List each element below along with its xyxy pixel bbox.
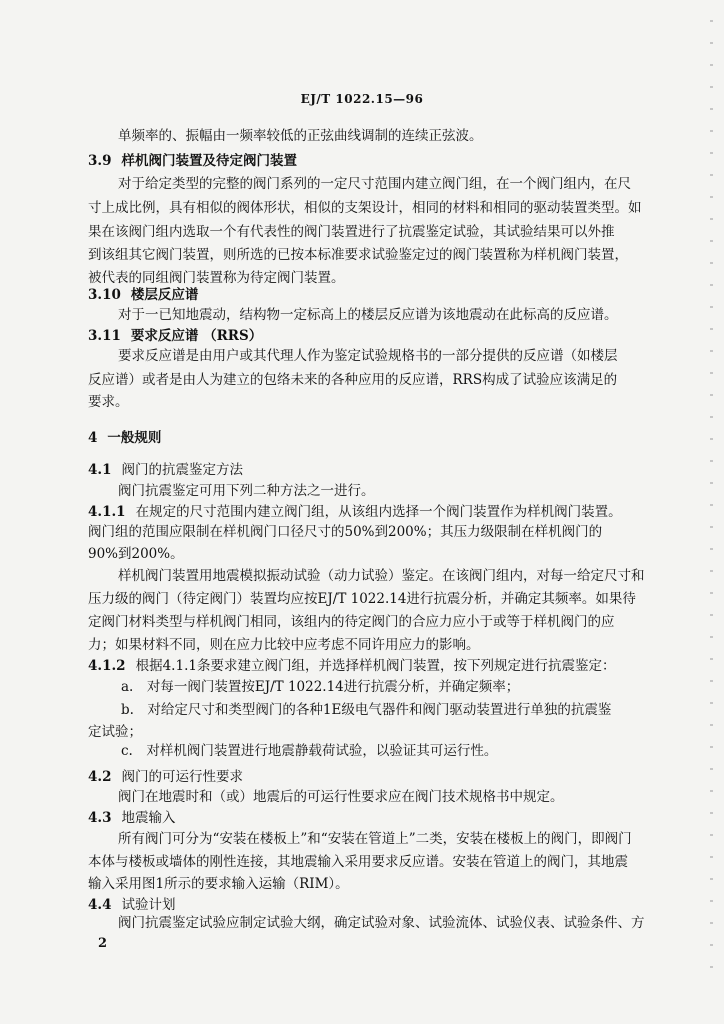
section-title: 阀门的抗震鉴定方法 [121, 462, 243, 478]
section-title: 阀门的可运行性要求 [121, 769, 243, 785]
page-number: 2 [98, 936, 108, 951]
section-number: 3.10 [88, 287, 121, 303]
section-number: 3.9 [88, 153, 112, 169]
text-line: 定阀门材料类型与样机阀门相同，该组内的待定阀门的合应力应小于或等于样机阀门的应 [88, 614, 615, 630]
clause-number: 4.1.1 [88, 504, 126, 520]
section-title: 样机阀门装置及待定阀门装置 [121, 153, 297, 169]
section-title: 楼层反应谱 [130, 287, 199, 303]
list-item-b: b. 对给定尺寸和类型阀门的各种1E级电气器件和阀门驱动装置进行单独的抗震鉴 [121, 702, 612, 718]
section-number: 4.1 [88, 462, 112, 478]
text-line: 阀门抗震鉴定试验应制定试验大纲，确定试验对象、试验流体、试验仪表、试验条件、方 [118, 915, 645, 931]
page-header: EJ/T 1022.15—96 [300, 92, 424, 106]
list-item-a: a. 对每一阀门装置按EJ/T 1022.14进行抗震分析，并确定频率； [121, 679, 520, 695]
text-line: 被代表的同组阀门装置称为待定阀门装置。 [88, 270, 345, 286]
text-line: 90%到200%。 [88, 546, 184, 562]
text-line: 所有阀门可分为“安装在楼板上”和“安装在管道上”二类，安装在楼板上的阀门，即阀门 [118, 831, 632, 847]
clause-text: 在规定的尺寸范围内建立阀门组，从该组内选择一个阀门装置作为样机阀门装置。 [135, 504, 622, 520]
text-line: 阀门在地震时和（或）地震后的可运行性要求应在阀门技术规格书中规定。 [118, 789, 564, 805]
section-4 [88, 428, 663, 448]
text-line: 本体与楼板或墙体的刚性连接，其地震输入采用要求反应谱。安装在管道上的阀门，其地震 [88, 854, 628, 870]
section-4-4 [88, 895, 663, 915]
section-3-11 [88, 326, 663, 346]
section-title: 试验计划 [121, 897, 176, 913]
clause-text: 根据4.1.1条要求建立阀门组，并选择样机阀门装置，按下列规定进行抗震鉴定： [135, 658, 616, 674]
text-line: 果在该阀门组内选取一个有代表性的阀门装置进行了抗震鉴定试验，其试验结果可以外推 [88, 224, 615, 240]
text-line: 要求。 [88, 394, 129, 410]
text-line: 样机阀门装置用地震模拟振动试验（动力试验）鉴定。在该阀门组内，对每一给定尺寸和 [118, 568, 645, 584]
section-3-9 [88, 151, 663, 171]
list-item-c: c. 对样机阀门装置进行地震静载荷试验，以验证其可运行性。 [121, 743, 498, 759]
section-number: 4 [88, 430, 98, 446]
text-line: 力；如果材料不同，则在应力比较中应考虑不同许用应力的影响。 [88, 637, 480, 653]
section-title: 地震输入 [121, 810, 176, 826]
section-number: 4.2 [88, 769, 112, 785]
text-line: 压力级的阀门（待定阀门）装置均应按EJ/T 1022.14进行抗震分析，并确定其频率。如果待 [88, 591, 636, 607]
text-line: 阀门抗震鉴定可用下列二种方法之一进行。 [118, 483, 375, 499]
section-number: 4.3 [88, 810, 112, 826]
text-line: 反应谱）或者是由人为建立的包络未来的各种应用的反应谱，RRS构成了试验应该满足的 [88, 372, 618, 388]
text-line: 定试验； [88, 724, 142, 740]
clause-4-1-1 [88, 502, 663, 522]
section-4-2 [88, 767, 663, 787]
text-line: 对于一已知地震动，结构物一定标高上的楼层反应谱为该地震动在此标高的反应谱。 [118, 307, 618, 323]
section-3-10 [88, 285, 663, 305]
section-4-1 [88, 460, 663, 480]
text-line: 到该组其它阀门装置，则所选的已按本标准要求试验鉴定过的阀门装置称为样机阀门装置， [88, 247, 628, 263]
text-line: 输入采用图1所示的要求输入运输（RIM）。 [88, 876, 349, 892]
scan-edge-artifact [710, 20, 713, 980]
section-number: 4.4 [88, 897, 112, 913]
clause-4-1-2 [88, 656, 663, 676]
section-title: 要求反应谱 （RRS） [130, 328, 263, 344]
clause-number: 4.1.2 [88, 658, 126, 674]
section-title: 一般规则 [107, 430, 162, 446]
section-4-3 [88, 808, 663, 828]
text-line: 要求反应谱是由用户或其代理人作为鉴定试验规格书的一部分提供的反应谱（如楼层 [118, 348, 618, 364]
section-number: 3.11 [88, 328, 121, 344]
text-line: 阀门组的范围应限制在样机阀门口径尺寸的50%到200%；其压力级限制在样机阀门的 [88, 524, 603, 540]
text-line: 寸上成比例，具有相似的阀体形状，相似的支架设计，相同的材料和相同的驱动装置类型。如 [88, 200, 642, 216]
text-line: 对于给定类型的完整的阀门系列的一定尺寸范围内建立阀门组，在一个阀门组内，在尺 [118, 176, 631, 192]
text-line: 单频率的、振幅由一频率较低的正弦曲线调制的连续正弦波。 [118, 128, 483, 144]
